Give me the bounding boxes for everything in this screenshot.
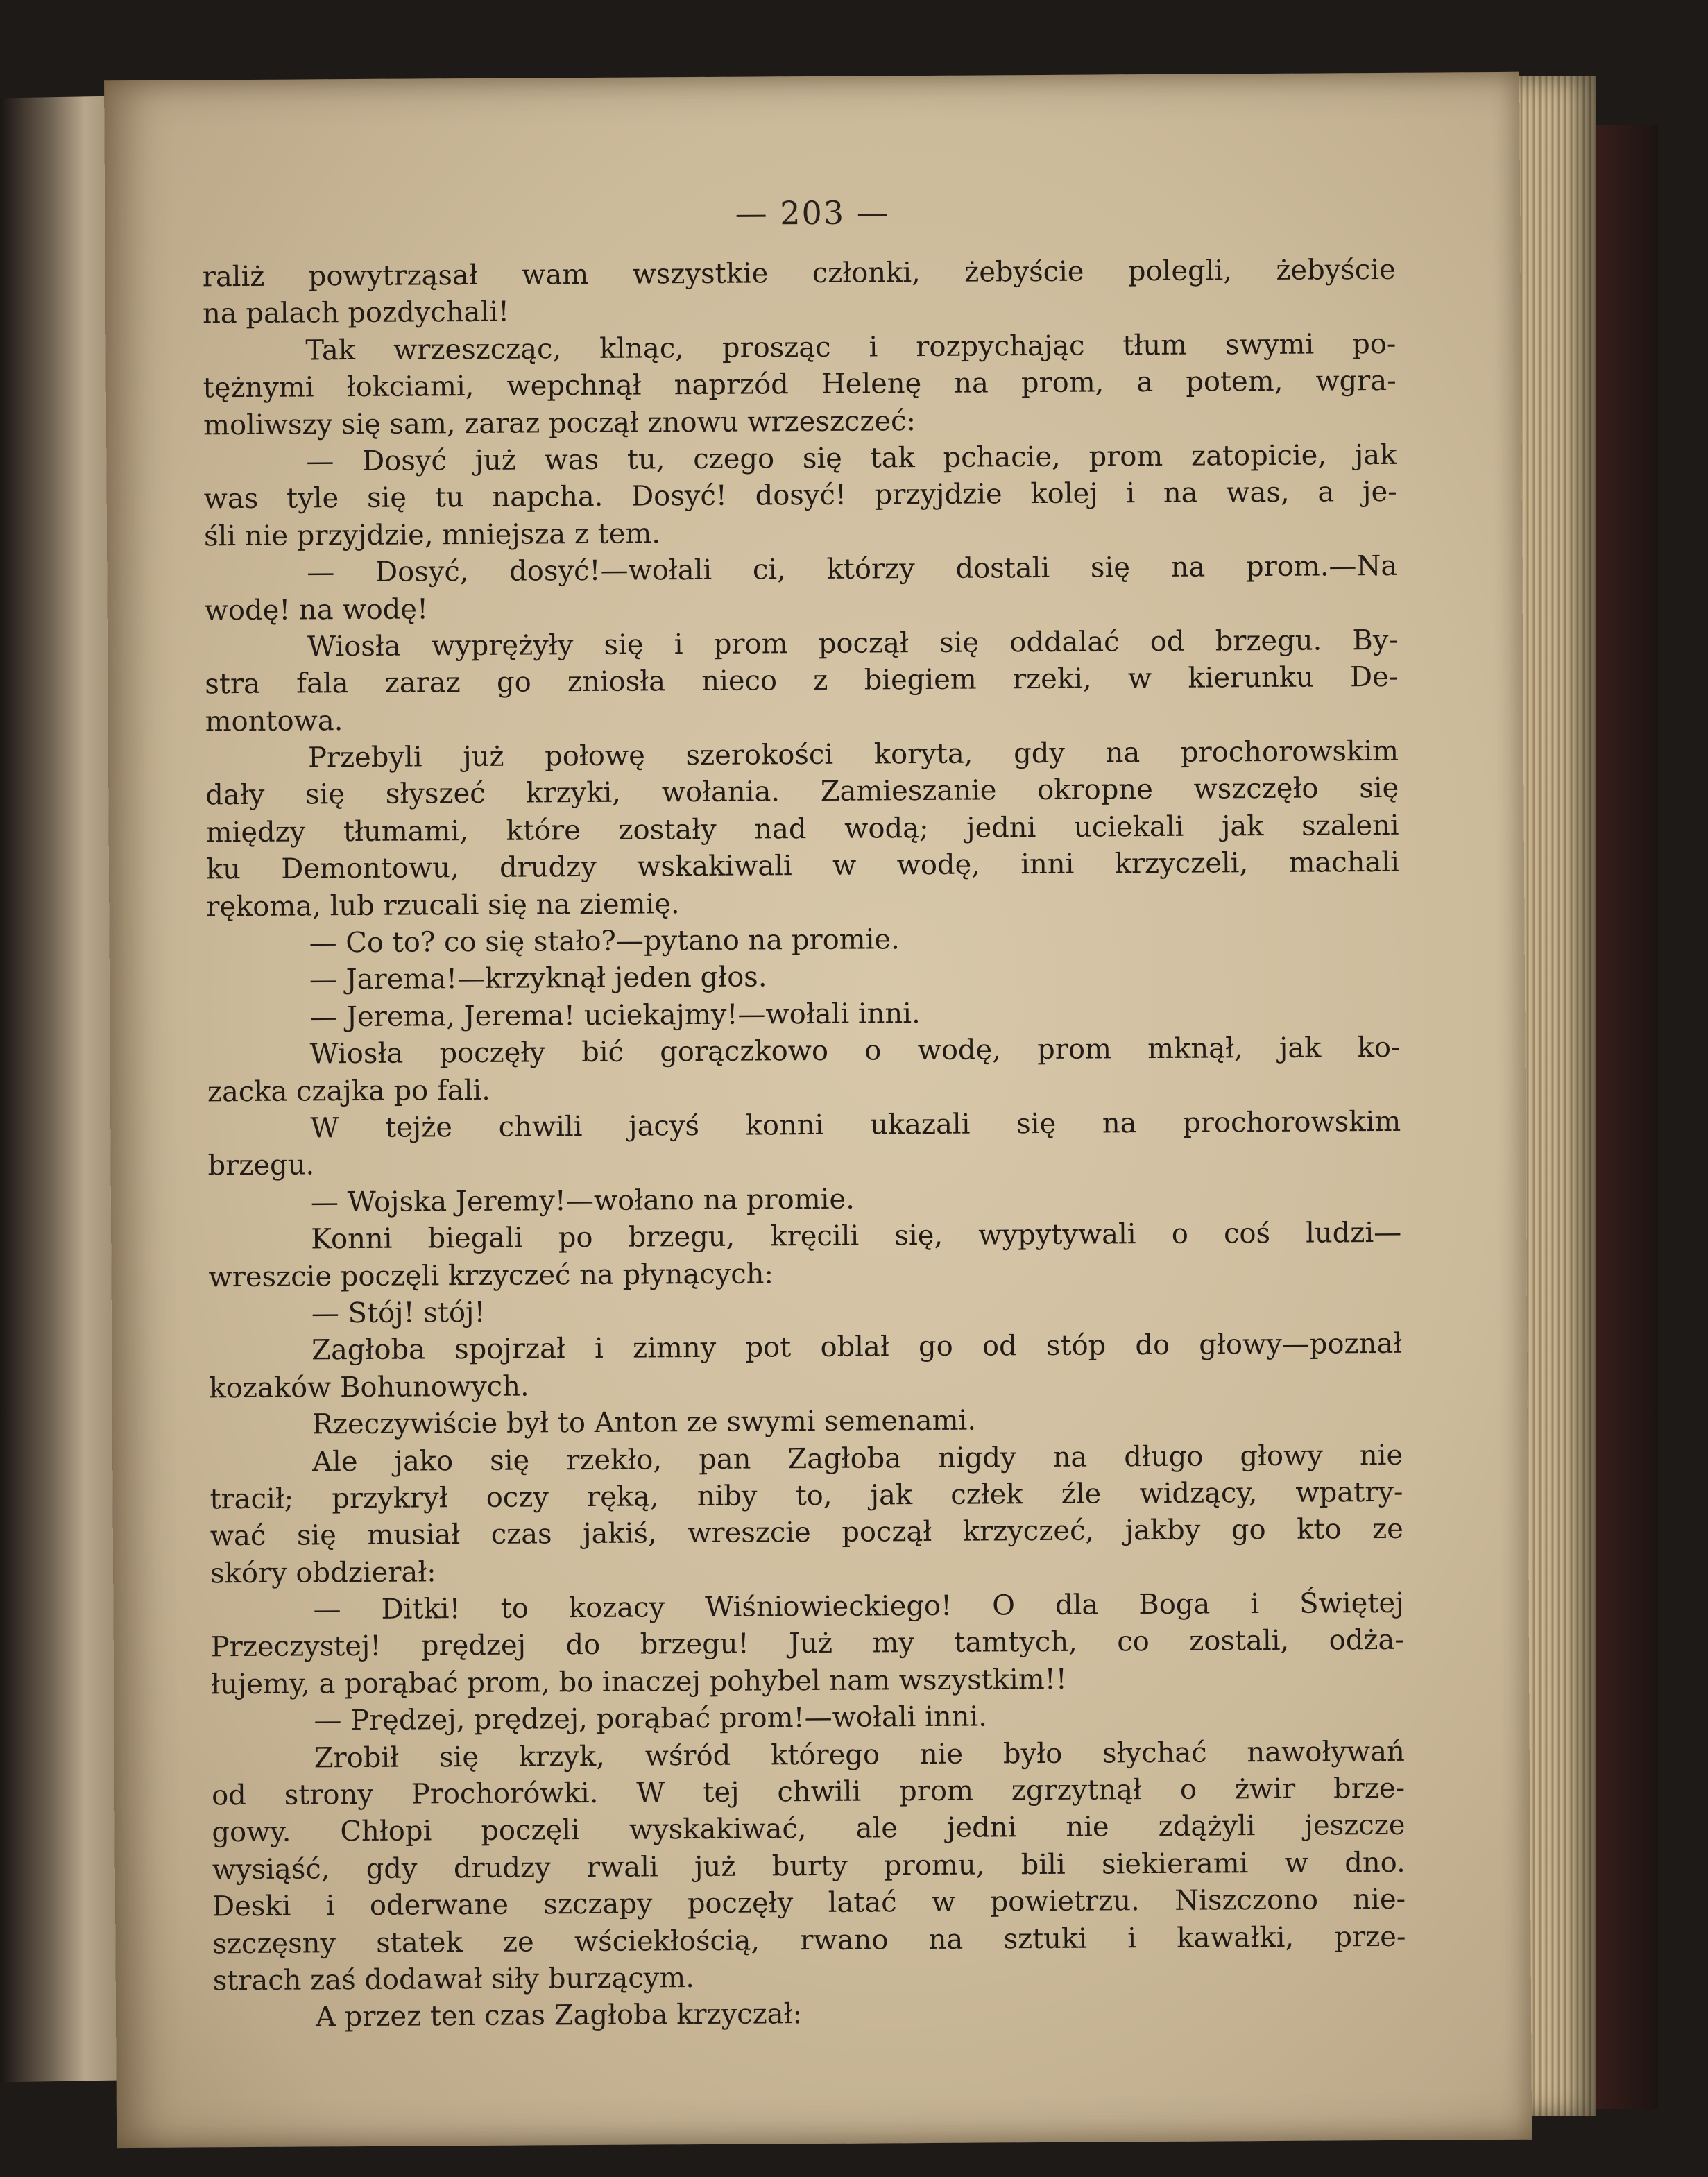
text-line: raliż powytrząsał wam wszystkie członki, żebyście polegli, żebyście: [202, 253, 1396, 293]
text-line: montowa.: [205, 704, 343, 738]
text-line: zacka czajka po fali.: [207, 1074, 491, 1108]
text-line: — Stój! stój!: [311, 1296, 486, 1330]
text-line: szczęsny statek ze wściekłością, rwano na sztuki i kawałki, prze-: [212, 1920, 1406, 1960]
text-line: łujemy, a porąbać prom, bo inaczej pohybel nam wszystkim!!: [211, 1663, 1067, 1701]
text-line: Przebyli już połowę szerokości koryta, gdy na prochorowskim: [307, 735, 1399, 774]
text-line: — Wojska Jeremy!—wołano na promie.: [310, 1183, 855, 1219]
text-line: Konni biegali po brzegu, kręcili się, wypytywali o coś ludzi—: [311, 1216, 1402, 1256]
text-line: Deski i oderwane szczapy poczęły latać w powietrzu. Niszczono nie-: [212, 1884, 1406, 1923]
text-line: ku Demontowu, drudzy wskakiwali w wodę, inni krzyczeli, machali: [205, 846, 1400, 886]
text-line: na palach pozdychali!: [202, 296, 510, 330]
text-line: Wiosła poczęły bić gorączkowo o wodę, prom mknął, jak ko-: [309, 1032, 1401, 1070]
text-line: wodę! na wodę!: [204, 592, 429, 626]
text-line: dały się słyszeć krzyki, wołania. Zamieszanie okropne wszczęło się: [205, 772, 1399, 812]
page-number: — 203 —: [735, 194, 890, 232]
text-line: — Co to? co się stało?—pytano na promie.: [309, 923, 900, 959]
text-line: stra fala zaraz go zniosła nieco z biegiem rzeki, w kierunku De-: [205, 661, 1399, 701]
text-line: między tłumami, które zostały nad wodą; jedni uciekali jak szaleni: [205, 809, 1399, 849]
page-text: [203, 252, 1407, 2037]
text-line: Rzeczywiście był to Anton ze swymi semenami.: [311, 1404, 977, 1441]
text-line: Zagłoba spojrzał i zimny pot oblał go od stóp do głowy—poznał: [311, 1328, 1403, 1367]
text-line: Ale jako się rzekło, pan Zagłoba nigdy na długo głowy nie: [312, 1439, 1403, 1478]
text-line: — Jerema, Jerema! uciekajmy!—wołali inni.: [309, 997, 921, 1034]
text-line: — Prędzej, prędzej, porąbać prom!—wołali inni.: [314, 1700, 988, 1737]
text-line: Przeczystej! prędzej do brzegu! Już my tamtych, co zostali, odża-: [210, 1624, 1404, 1664]
text-line: W tejże chwili jacyś konni ukazali się na prochorowskim: [310, 1105, 1401, 1145]
text-line: was tyle się tu napcha. Dosyć! dosyć! przyjdzie kolej i na was, a je-: [203, 476, 1397, 515]
text-line: — Jarema!—krzyknął jeden głos.: [309, 961, 767, 996]
text-line: brzegu.: [207, 1149, 315, 1182]
text-line: strach zaś dodawał siły burzącym.: [212, 1962, 695, 1997]
book-cover-edge: [1589, 125, 1658, 2109]
text-line: — Dosyć już was tu, czego się tak pchacie, prom zatopicie, jak: [306, 438, 1397, 478]
text-line: Tak wrzeszcząc, klnąc, prosząc i rozpychając tłum swymi po-: [305, 327, 1397, 367]
text-line: — Dosyć, dosyć!—wołali ci, którzy dostali się na prom.—Na: [307, 549, 1398, 589]
text-line: Wiosła wyprężyły się i prom począł się oddalać od brzegu. By-: [307, 624, 1399, 663]
text-line: kozaków Bohunowych.: [209, 1370, 529, 1405]
text-line: Zrobił się krzyk, wśród którego nie było słychać nawoływań: [314, 1735, 1405, 1775]
text-line: wać się musiał czas jakiś, wreszcie począł krzyczeć, jakby go kto ze: [210, 1513, 1403, 1553]
text-line: — Ditki! to kozacy Wiśniowieckiego! O dla Boga i Świętej: [313, 1587, 1404, 1626]
book-page: [104, 72, 1532, 2148]
text-line: od strony Prochorówki. W tej chwili prom zgrzytnął o żwir brze-: [211, 1772, 1406, 1812]
left-page-edge: [0, 96, 121, 2082]
text-line: wysiąść, gdy drudzy rwali już burty promu, bili siekierami w dno.: [212, 1846, 1406, 1886]
text-line: skóry obdzierał:: [210, 1556, 436, 1590]
text-line: tężnymi łokciami, wepchnął naprzód Helenę na prom, a potem, wgra-: [203, 365, 1397, 404]
text-line: śli nie przyjdzie, mniejsza z tem.: [203, 518, 661, 553]
text-line: gowy. Chłopi poczęli wyskakiwać, ale jedni nie zdążyli jeszcze: [212, 1809, 1406, 1849]
text-line: tracił; przykrył oczy ręką, niby to, jak człek źle widzący, wpatry-: [210, 1476, 1403, 1516]
text-line: wreszcie poczęli krzyczeć na płynących:: [208, 1257, 774, 1293]
text-line: moliwszy się sam, zaraz począł znowu wrzeszczeć:: [203, 404, 916, 441]
text-line: rękoma, lub rzucali się na ziemię.: [206, 887, 680, 923]
text-line: A przez ten czas Zagłoba krzyczał:: [315, 1998, 803, 2033]
